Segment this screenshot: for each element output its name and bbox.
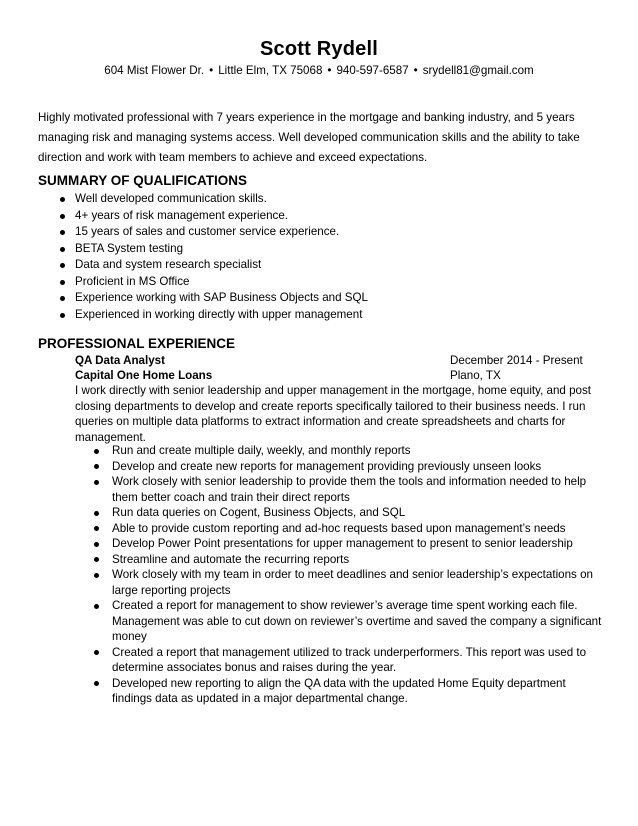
candidate-name: Scott Rydell bbox=[260, 38, 378, 60]
separator-bullet: • bbox=[209, 64, 214, 77]
contact-line bbox=[0, 64, 638, 77]
job-duty-item: Created a report for management to show reviewer’s average time spent working each file. Management was able to cut down on reviewer’s overtime and saved the company a significant money bbox=[75, 598, 605, 645]
job-duty-item: Develop and create new reports for management providing previously unseen looks bbox=[75, 459, 605, 475]
job-duty-item: Streamline and automate the recurring reports bbox=[75, 552, 605, 568]
company-row bbox=[75, 369, 595, 382]
job-duty-item: Work closely with senior leadership to provide them the tools and information needed to help them better coach and train their direct reports bbox=[75, 474, 605, 505]
job-description: I work directly with senior leadership and upper management in the mortgage, home equity, and post closing departments to develop and create reports specifically tailored to their business needs. I run queries on multiple data platforms to extract information and create spreadsheets and charts for management. bbox=[75, 384, 591, 444]
job-title-row bbox=[75, 354, 595, 367]
job-title: QA Data Analyst bbox=[75, 354, 165, 367]
company-name: Capital One Home Loans bbox=[75, 369, 213, 382]
separator-bullet: • bbox=[413, 64, 418, 77]
job-duty-item: Develop Power Point presentations for upper management to present to senior leadership bbox=[75, 536, 605, 552]
qualification-item: Well developed communication skills. bbox=[38, 191, 598, 208]
qualification-item: BETA System testing bbox=[38, 241, 598, 258]
job-location: Plano, TX bbox=[450, 369, 501, 382]
qualification-item: 4+ years of risk management experience. bbox=[38, 208, 598, 225]
job-duties-list bbox=[75, 443, 605, 707]
job-duty-item: Developed new reporting to align the QA data with the updated Home Equity department findings data as updated in a major departmental change. bbox=[75, 676, 605, 707]
job-duty-item: Created a report that management utilized to track underperformers. This report was used to determine associates bonus and raises during the year. bbox=[75, 645, 605, 676]
qualifications-list bbox=[38, 191, 598, 323]
separator-bullet: • bbox=[327, 64, 332, 77]
qualifications-heading: SUMMARY OF QUALIFICATIONS bbox=[38, 173, 247, 188]
job-duty-item: Run and create multiple daily, weekly, and monthly reports bbox=[75, 443, 605, 459]
address: 604 Mist Flower Dr. bbox=[104, 64, 205, 77]
job-duty-item: Run data queries on Cogent, Business Objects, and SQL bbox=[75, 505, 605, 521]
phone: 940-597-6587 bbox=[336, 64, 409, 77]
qualification-item: Proficient in MS Office bbox=[38, 274, 598, 291]
qualification-item: Experience working with SAP Business Objects and SQL bbox=[38, 290, 598, 307]
experience-heading: PROFESSIONAL EXPERIENCE bbox=[38, 336, 236, 351]
professional-summary: Highly motivated professional with 7 years experience in the mortgage and banking industry, and 5 years managing risk and managing systems access. Well developed communication skills and the ability to take direction and work with team members to achieve and exceed expectations. bbox=[38, 111, 580, 164]
qualification-item: Experienced in working directly with upper management bbox=[38, 307, 598, 324]
email: srydell81@gmail.com bbox=[422, 64, 534, 77]
city: Little Elm, TX 75068 bbox=[218, 64, 323, 77]
qualification-item: 15 years of sales and customer service experience. bbox=[38, 224, 598, 241]
qualification-item: Data and system research specialist bbox=[38, 257, 598, 274]
job-dates: December 2014 - Present bbox=[450, 354, 583, 367]
job-duty-item: Able to provide custom reporting and ad-hoc requests based upon management’s needs bbox=[75, 521, 605, 537]
job-duty-item: Work closely with my team in order to meet deadlines and senior leadership’s expectations on large reporting projects bbox=[75, 567, 605, 598]
